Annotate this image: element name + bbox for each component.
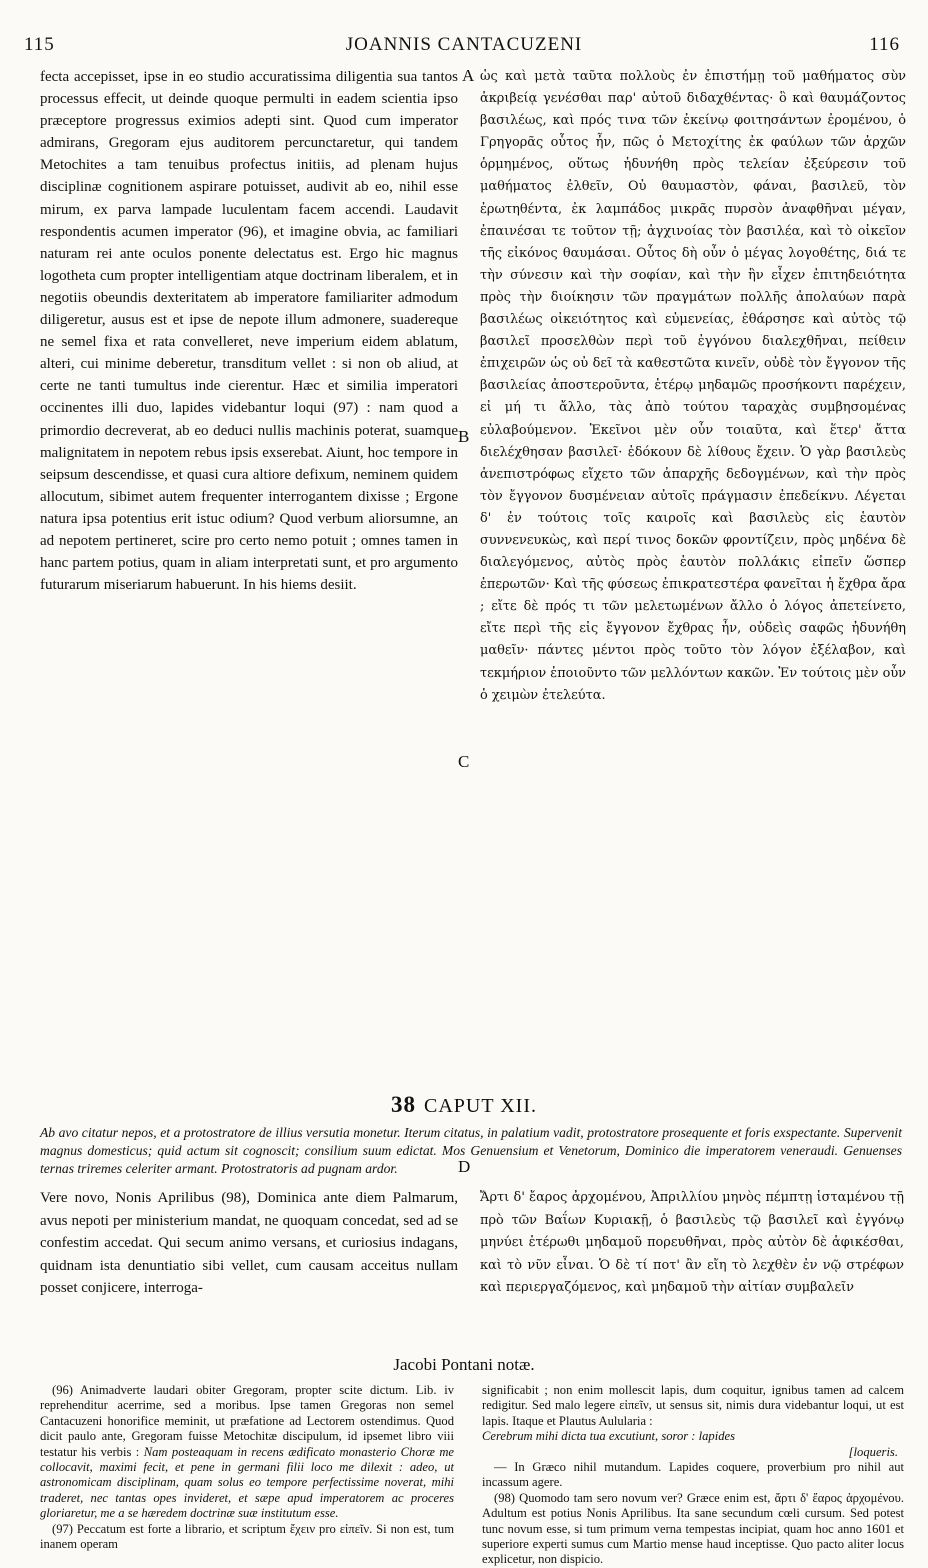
- running-header: [0, 34, 928, 62]
- running-title: JOANNIS CANTACUZENI: [345, 34, 583, 55]
- greek-paragraph-2: Ἄρτι δ' ἔαρος ἀρχομένου, Ἀπριλλίου μηνὸς πέμπτῃ ἱσταμένου τῇ πρὸ τῶν Βαΐων Κυριακῇ, ὁ βασιλεὺς τῷ βασιλεῖ καὶ ἐγγόνῳ μηνύει ἑτέρωθι μηδαμοῦ πορευθῆναι, πρὸς αὐτὸν δὲ ἀφικέσθαι, καὶ τὸ νῦν εἶναι. Ὁ δὲ τί ποτ' ἂν εἴη τὸ λεχθὲν ἐν νῷ στρέφων καὶ περιεργαζόμενος, καὶ μηδαμοῦ τὴν αἰτίαν συμβαλεῖν: [480, 1190, 904, 1296]
- chapter-summary: Ab avo citatur nepos, et a protostratore de illius versutia monetur. Iterum citatus, in palatium vadit, protostratore prosequente et foris exspectante. Supervenit magnus domesticus; quid actum sit cognoscit; consilium suum edictat. Mos Genuensium et Venetorum, Dominico die imperatorem veneraudi. Genuenses ternas triremes celeriter armant. Protostratoris ad pugnam ardor.: [40, 1125, 902, 1176]
- chapter-title: CAPUT XII.: [424, 1095, 537, 1117]
- margin-letter-c: C: [458, 752, 470, 771]
- note-96-text: (96) Animadverte laudari obiter Gregoram, propter scite dictum. Lib. iv reprehenditur acerrime, sed a moribus. Ipse tamen Gregoras non semel Cantacuzeni honorifice meminit, ut præfatione ad Lectorem ostendimus. Quod dicit paulo ante, Gregoram fuisse Metochitæ discipulum, id ipsemet libro viii testatur his verbis :: [40, 1383, 454, 1459]
- notes-heading: Jacobi Pontani notæ.: [393, 1355, 535, 1374]
- page-number-left: 115: [24, 34, 55, 55]
- latin-paragraph-2: Vere novo, Nonis Aprilibus (98), Dominica ante diem Palmarum, avus nepoti per ministerium mandat, ne quoquam concedat, sed ad se confestim accedat. Qui secum animo versans, et curiosius indagans, quidnam ista denuntiatio sibi vellet, cum causam acceitus nullam posset conjicere, interroga-: [40, 1190, 458, 1297]
- greek-paragraph: ὡς καὶ μετὰ ταῦτα πολλοὺς ἐν ἐπιστήμῃ τοῦ μαθήματος σὺν ἀκριβείᾳ γενέσθαι παρ' αὐτοῦ διδαχθέντας· ὃ καὶ θαυμάζοντος βασιλέως, καὶ πρός τινα τῶν ἐκείνῳ φοιτησάντων ἐρομένου, ὁ Γρηγορᾶς οὗτος ἦν, πῶς ὁ Μετοχίτης ἐκ φαύλων τῶν ἀρχῶν ὁρμημένος, οὕτως ἠδυνήθη πρὸς τελείαν ἐξεύρεσιν τοῦ μαθήματος ἐλθεῖν, Οὐ θαυμαστὸν, φάναι, βασιλεῦ, τὸν ἐρωτηθέντα, ἐκ λαμπάδος μικρᾶς πυρσὸν ἀναφθῆναι μέγαν, ἐπαινέσαι τε τοῦτον τῇ; ἀγχινοίας τὸν βασιλέα, καὶ τὸ οἰκεῖον τῆς εἰκόνος θαυμάσαι. Οὗτος δὴ οὖν ὁ μέγας λογοθέτης, διά τε τὴν σύνεσιν καὶ τὴν σοφίαν, καὶ τὴν ἣν εἶχεν ἐπιτηδειότητα πρὸς τὴν διοίκησιν τῶν πραγμάτων πολλῆς ἀπολαύων παρὰ βασιλέως οἰκειότητος καὶ εὐμενείας, ἐθάρσησε καὶ αὐτὸς τῷ βασιλεῖ προσελθὼν περὶ τοῦ ἐγγόνου διαλεχθῆναι, πείθειν ἐπιχειρῶν ὡς οὐ δεῖ τὰ καθεστῶτα κινεῖν, οὐδὲ τὸν ἔγγονον τῆς βασιλείας ἀποστεροῦντα, ἑτέρῳ μηδαμῶς προσήκοντι παρέχειν, εἰ μή τι ἄλλο, τὰς ἀπὸ τούτου ταραχὰς συμβησομένας εὐλαβούμενον. Ἐκεῖνοι μὲν οὖν τοιαῦτα, καὶ ἕτερ' ἄττα διελέχθησαν βασιλεῖ· ἐδόκουν δὲ λίθους ἔχειν. Ὁ γὰρ βασιλεὺς ἀνεπιστρόφως εἴχετο τῶν ἀπαρχῆς δεδογμένων, καὶ τὴν πρὸς τὸν ἔγγονον δυσμένειαν αὐτοῖς πράγμασιν ἐπεδείκνυ. Λέγεται δ' ἐν τούτοις τοῖς καιροῖς καὶ βασιλεὺς εἰς ἑαυτὸν συννενευκὼς, καὶ περί τινος δοκῶν φροντίζειν, πρὸς μηδένα δὲ διαλεγόμενος, αὐτὸς πρὸς ἑαυτὸν πολλάκις εἰπεῖν ὥσπερ ἐπερωτῶν· Καὶ τῆς φύσεως ἐπικρατεστέρα φανεῖται ἡ ἔχθρα ἄρα ; εἴτε δὲ πρός τι τῶν μελετωμένων ἄλλο ὁ λόγος ἀπετείνετο, εἴτε περὶ τῆς εἰς ἔγγονον ἔχθρας ἦν, οὐδεὶς σαφῶς ἠδυνήθη μαθεῖν· πάντες μέντοι πρὸς τοῦτο τὸν λόγον ἐξέλαβον, καὶ τεκμήριον ἐποιοῦντο τῶν μελλόντων κακῶν. Ἐν τούτοις μὲν οὖν ὁ χειμὼν ἐτελεύτα.: [480, 69, 907, 703]
- margin-letter-a: A: [462, 66, 475, 85]
- greek-text-column-2: [480, 1187, 904, 1343]
- greek-text-column: [480, 66, 906, 866]
- latin-paragraph: fecta accepisset, ipse in eo studio accuratissima diligentia sua tantos processus effecit, ut deinde quoque permulti in eadem scientia ipso præceptore progressus eximios adepti sint. Quod cum imperator admirans, Gregoram ejus auditorem percunctaretur, qui tandem Metochites a tam tenuibus profectus initiis, ad plenam hujus disciplinæ cognitionem aspirare potuisset, audivit ab eo, nihil esse mirum, ex parva lampade luculentam facem accendi. Laudavit respondentis acumen imperator (96), et imagine obvia, ac familiari naturam rei ante oculos ponente delectatus est. Ergo hic magnus logotheta cum propter intelligentiam atque doctrinam liberalem, et in negotiis obeundis dexteritatem ab imperatore familiariter admodum diligeretur, ausus est et ipse de nepote illum admonere, suadereque ne semel fixa et rata convelleret, neve imperium eidem ablatum, alteri, cui minime deberetur, transditum vellet : si non ob aliud, at certe ne tanti tumultus inde cierentur. Hæc et similia imperatori occinentes illi duo, lapides videbantur loqui (97) : nam quod a primordio decreverat, ab eo deduci nullis machinis poterat, suamque malignitatem in nepotem rebus ipsis exserebat. Aiunt, hoc tempore in seipsum descendisse, et quasi cura altiore defixum, neminem quidem allocutum, sibimet autem frequenter interrogantem dixisse ; Ergone natura ipsa potentius erit istuc odium? Quod verbum aliorsumne, an ad nepotem pertineret, scire pro certo nemo potuit ; omnes tamen in hanc partem potius, quam in aliam interpretati sunt, et pro argumento futurarum miseriarum habuerunt. In his hiems desiit.: [40, 69, 458, 594]
- note-98: (98) Quomodo tam sero novum ver? Græce enim est, ἄρτι δ' ἔαρος ἀρχομένου. Adultum est potius Nonis Aprilibus. Ita sane secundum cœli cursum. Sed potest tunc novum esse, si tum primum verna tempestas incipiat, quam hoc anno 1601 et superiore experti sumus cum Martio mense haud inceptisse. Quo pacto aliter locus explicetur, non dispicio.: [482, 1490, 904, 1567]
- latin-text-column: [40, 66, 458, 866]
- note-96-quote: Nam posteaquam in recens ædificato monasterio Choræ me collocavit, maximi fecit, et pene in germani filii loco me dilexit : adeo, ut astronomicam disciplinam, quam solus eo tempore perfectissime noverat, mihi traderet, nec tantas opes invideret, et sæpe apud imperatorem ac proceres gloriaretur, me a se hæredem doctrinæ suæ institutum esse.: [40, 1444, 454, 1521]
- note-96: [40, 1383, 454, 1522]
- chapter-heading: [0, 1092, 928, 1118]
- margin-letter-b: B: [458, 427, 470, 446]
- latin-text-column-2: [40, 1187, 458, 1343]
- margin-letter-d: D: [458, 1157, 471, 1176]
- note-greek-remark: — In Græco nihil mutandum. Lapides coquere, proverbium pro nihil aut incassum agere.: [482, 1460, 904, 1490]
- notes-right-column: [482, 1383, 904, 1567]
- plautus-quote: Cerebrum mihi dicta tua excutiunt, soror : lapides: [482, 1429, 736, 1444]
- plautus-quote-tail: [loqueris.: [848, 1444, 898, 1459]
- note-97: (97) Peccatum est forte a librario, et scriptum ἔχειν pro εἰπεῖν. Si non est, tum inanem operam: [40, 1521, 454, 1552]
- page-number-right: 116: [869, 34, 900, 55]
- chapter-number: 38: [391, 1092, 417, 1117]
- notes-left-column: [40, 1383, 454, 1552]
- note-continuation: significabit ; non enim mollescit lapis, dum coquitur, ignibus tamen ad calcem redigitur. Sed malo legere εἰπεῖν, ut sensus sit, nimis dura videbantur loqui, ut est lapis. Itaque et Plautus Aulularia :: [482, 1383, 904, 1428]
